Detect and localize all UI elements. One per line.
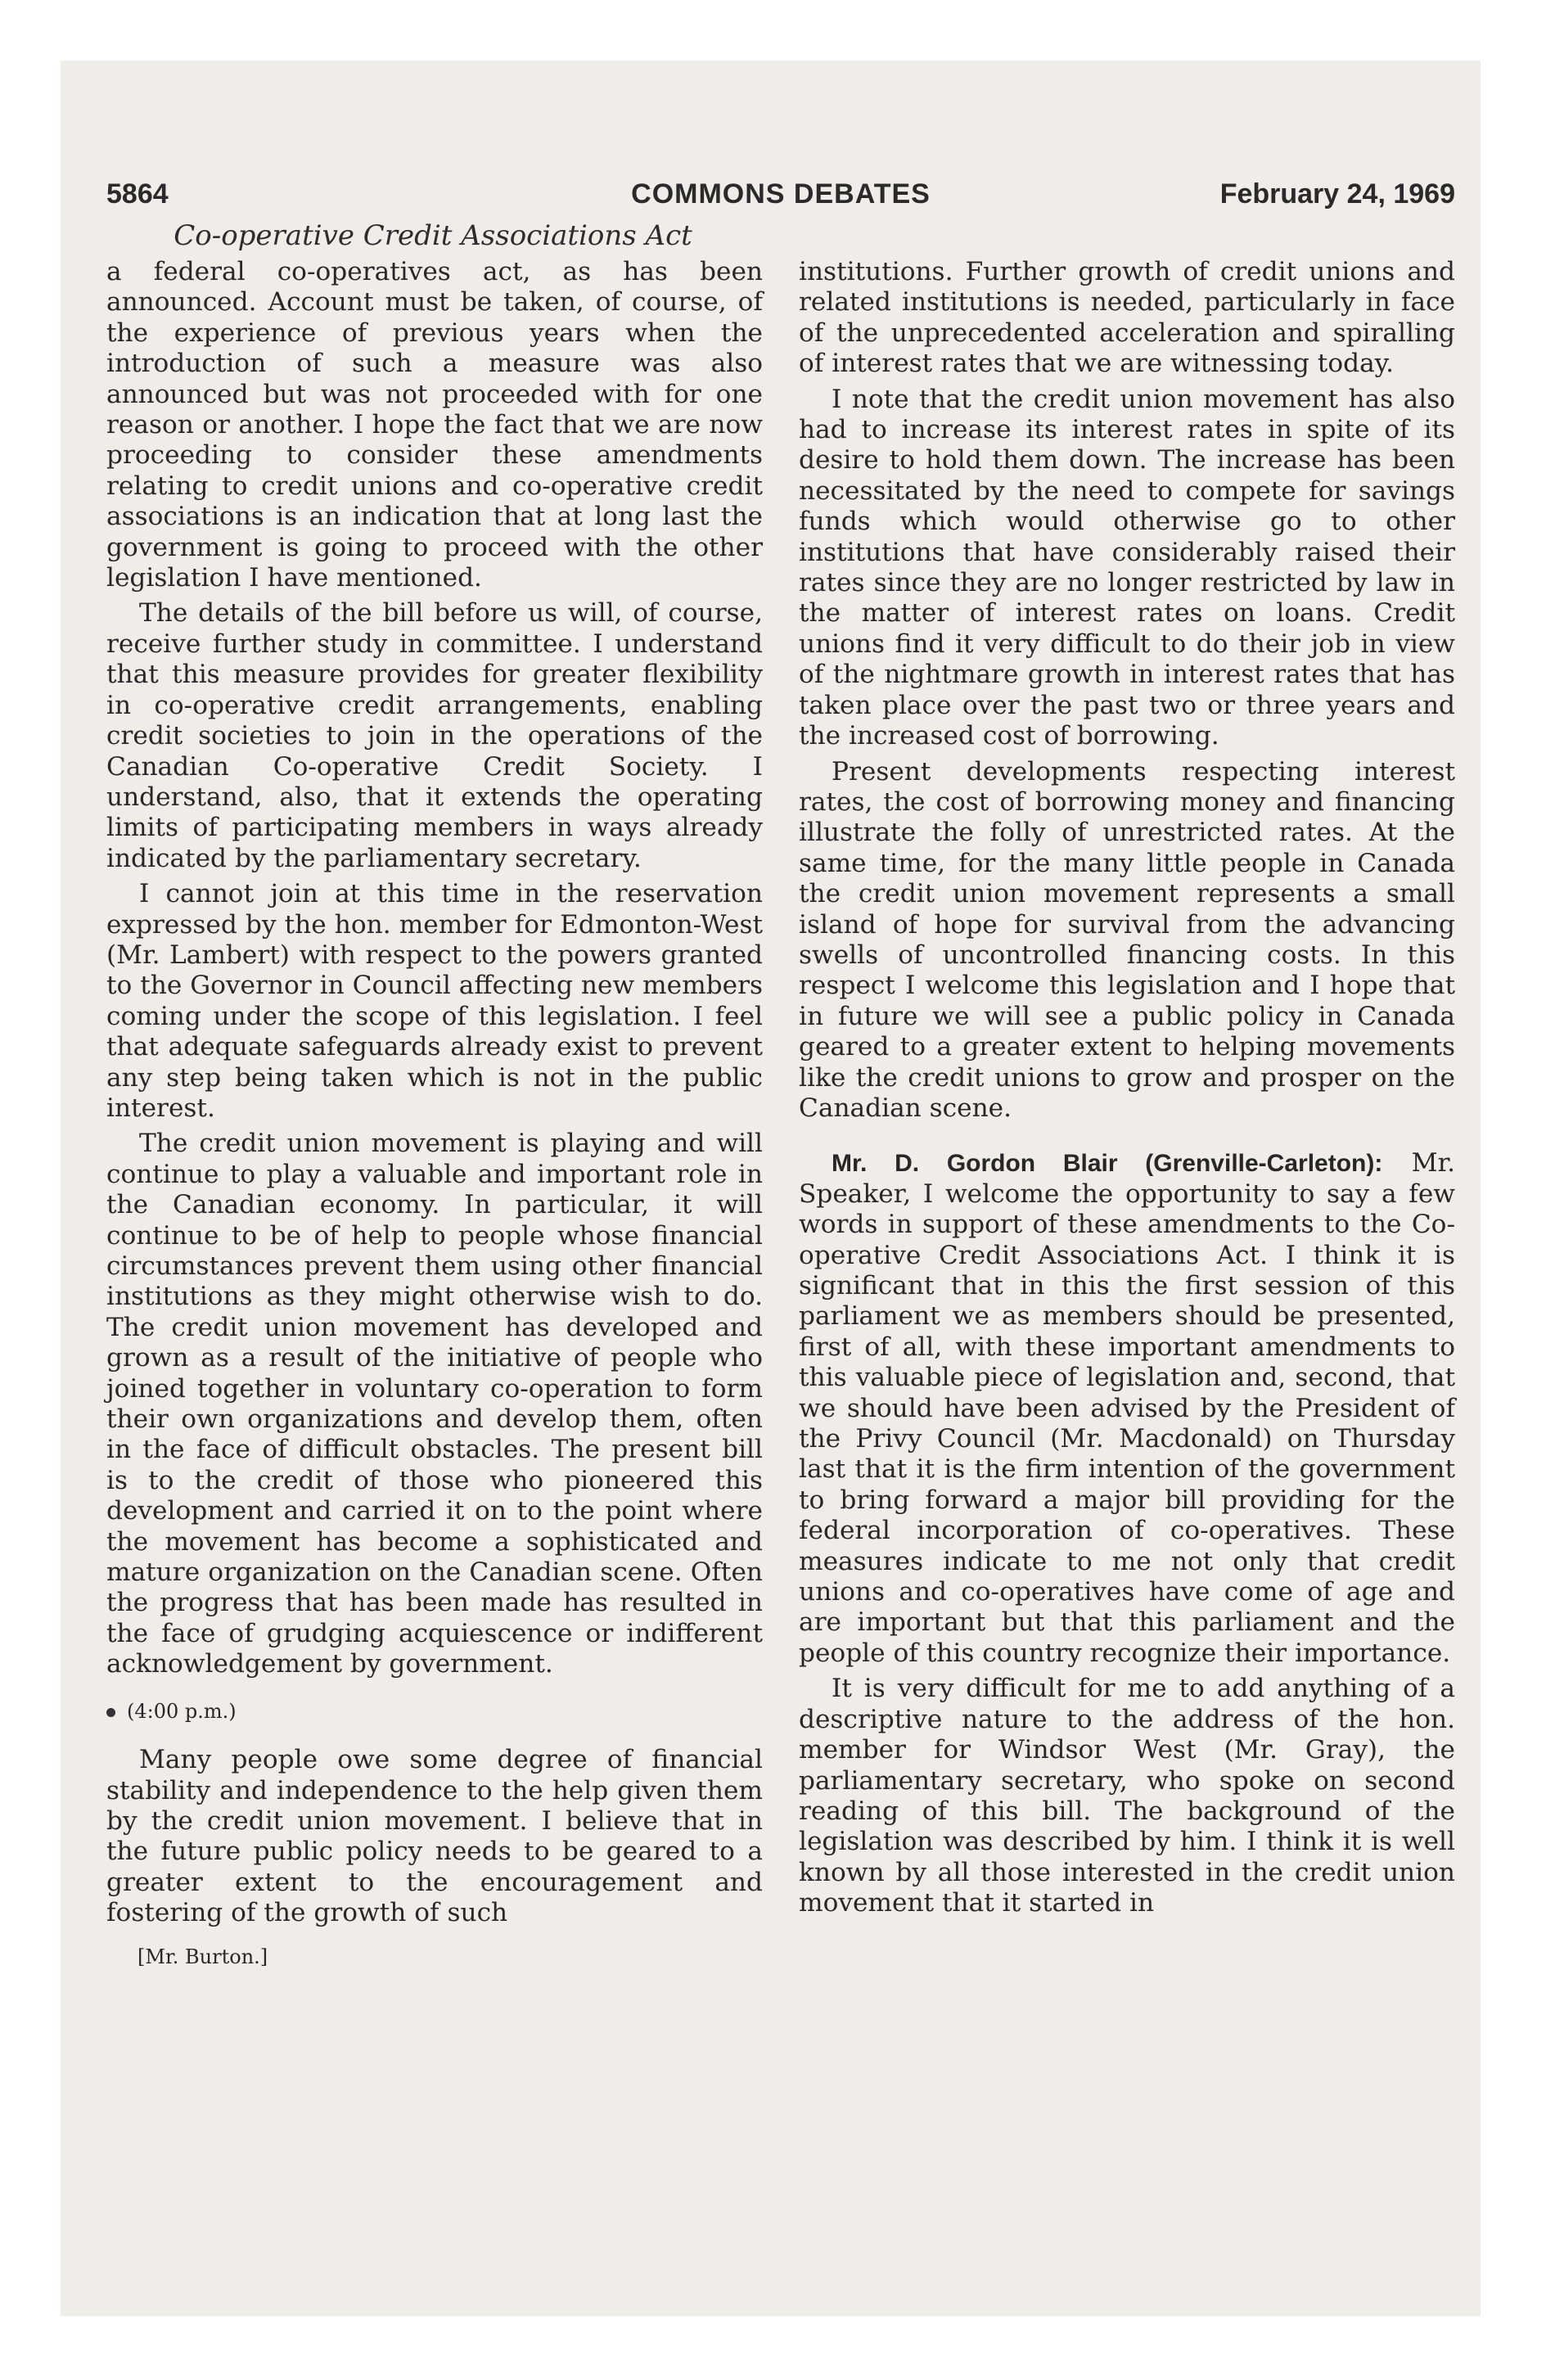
speaker-footer: [Mr. Burton.] [137, 1945, 268, 1968]
time-stamp: (4:00 p.m.) [127, 1699, 237, 1723]
paragraph: Many people owe some degree of financial stability and independence to the help given them by the credit union movement. I believe that in the future public policy needs to be geared to a greater extent to the encouragement and fostering of the growth of such [106, 1745, 763, 1928]
speech-text: Mr. Speaker, I welcome the opportunity to say a few words in support of these amendments to the Co-operative Credit Associations Act. I think it is significant that in this the first session of this parliament we as members should be presented, first of all, with these important amendments to this valuable piece of legislation and, second, that we should have been advised by the President of the Privy Council (Mr. Macdonald) on Thursday last that it is the firm intention of the government to bring forward a major bill providing for the federal incorporation of co-operatives. These measures indicate to me not only that credit unions and co-operatives have come of age and are important but that this parliament and the people of this country recognize their importance. [799, 1148, 1455, 1668]
paragraph: Present developments respecting interest rates, the cost of borrowing money and financing illustrate the folly of unrestricted rates. At the same time, for the many little people in Canada the credit union movement represents a small island of hope for survival from the advancing swells of uncontrolled financing costs. In this respect I welcome this legislation and I hope that in future we will see a public policy in Canada geared to a greater extent to helping movements like the credit unions to grow and prosper on the Canadian scene. [799, 756, 1455, 1123]
bullet-icon [106, 1708, 115, 1717]
paragraph: The credit union movement is playing and will continue to play a valuable and important role in the Canadian economy. In particular, it will continue to be of help to people whose financial circumstances prevent them using other financial institutions as they might otherwise wish to do. The credit union movement has developed and grown as a result of the initiative of people who joined together in voluntary co-operation to form their own organizations and develop them, often in the face of difficult obstacles. The present bill is to the credit of those who pioneered this development and carried it on to the point where the movement has become a sophisticated and mature organization on the Canadian scene. Often the progress that has been made has resulted in the face of grudging acquiescence or indifferent acknowledgement by government. [106, 1129, 763, 1679]
sitting-date: February 24, 1969 [1219, 178, 1455, 210]
bill-subtitle: Co-operative Credit Associations Act [174, 219, 692, 252]
paragraph: a federal co-operatives act, as has been announced. Account must be taken, of course, of the experience of previous years when the introduction of such a measure was also announced but was not proceeded with for one reason or another. I hope the fact that we are now proceeding to consider these amendments relating to credit unions and co-operative credit associations is an indication that at long last the government is going to proceed with the other legislation I have mentioned. [106, 257, 763, 593]
speech-opening [799, 1148, 1455, 1669]
page-number: 5864 [106, 178, 169, 210]
left-column [106, 257, 763, 1972]
paragraph: I cannot join at this time in the reservation expressed by the hon. member for Edmonton-West (Mr. Lambert) with respect to the powers granted to the Governor in Council affecting new members coming under the scope of this legislation. I feel that adequate safeguards already exist to prevent any step being taken which is not in the public interest. [106, 879, 763, 1123]
time-marker [106, 1697, 763, 1727]
paragraph: I note that the credit union movement has also had to increase its interest rates in spite of its desire to hold them down. The increase has been necessitated by the need to compete for savings funds which would otherwise go to other institutions that have considerably raised their rates since they are no longer restricted by law in the matter of interest rates on loans. Credit unions find it very difficult to do their job in view of the nightmare growth in interest rates that has taken place over the past two or three years and the increased cost of borrowing. [799, 384, 1455, 751]
speaker-name: Mr. D. Gordon Blair (Grenville-Carleton): [832, 1150, 1383, 1178]
paragraph: It is very difficult for me to add anything of a descriptive nature to the address of the hon. member for Windsor West (Mr. Gray), the parliamentary secretary, who spoke on second reading of this bill. The background of the legislation was described by him. I think it is well known by all those interested in the credit union movement that it started in [799, 1674, 1455, 1918]
right-column [799, 257, 1455, 1919]
paragraph: institutions. Further growth of credit unions and related institutions is needed, particularly in face of the unprecedented acceleration and spiralling of interest rates that we are witnessing today. [799, 257, 1455, 379]
publication-title: COMMONS DEBATES [631, 178, 931, 210]
paragraph: The details of the bill before us will, of course, receive further study in committee. I understand that this measure provides for greater flexibility in co-operative credit arrangements, enabling credit societies to join in the operations of the Canadian Co-operative Credit Society. I understand, also, that it extends the operating limits of participating members in ways already indicated by the parliamentary secretary. [106, 598, 763, 873]
page-header [106, 178, 1455, 221]
